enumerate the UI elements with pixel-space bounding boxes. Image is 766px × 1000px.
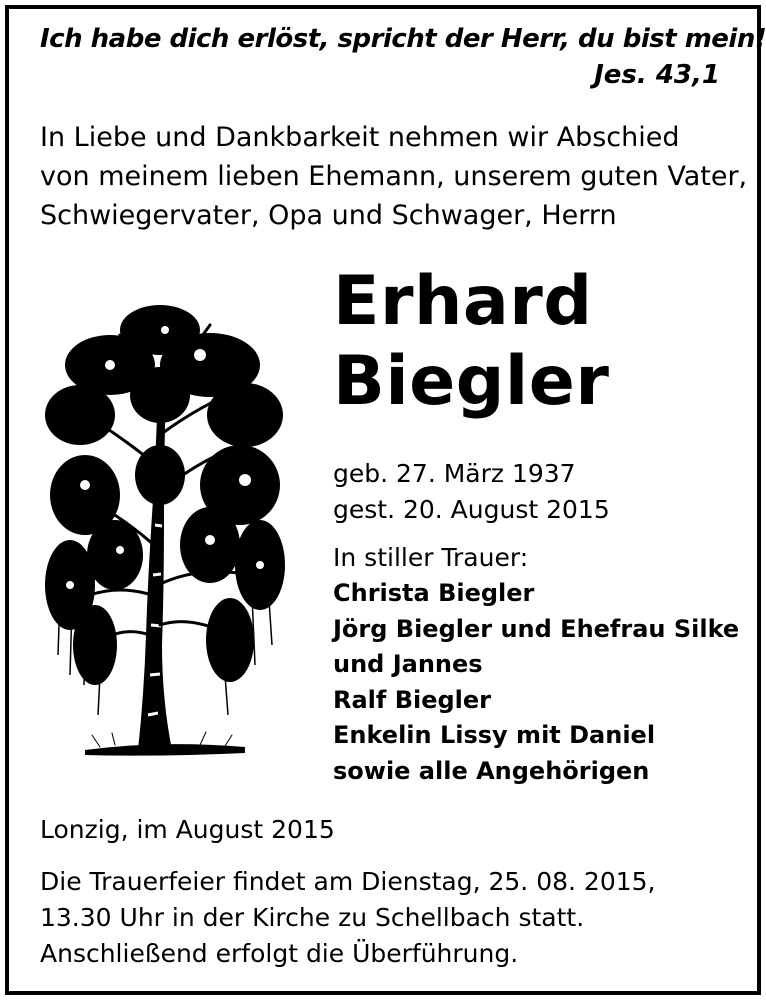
- mourner-name: Jörg Biegler und Ehefrau Silke: [333, 614, 740, 643]
- mourner-name: Ralf Biegler: [333, 685, 492, 714]
- mourner-name: Christa Biegler: [333, 579, 535, 607]
- mourner-name: sowie alle Angehörigen: [333, 756, 650, 785]
- intro-line: von meinem lieben Ehemann, unserem guten Vater,: [40, 161, 748, 192]
- birch-tree-icon: [40, 295, 290, 770]
- mourner-name: und Jannes: [333, 650, 483, 678]
- death-date: gest. 20. August 2015: [333, 495, 610, 524]
- intro-text: [40, 118, 747, 235]
- deceased-last-name: Biegler: [333, 342, 610, 421]
- birth-date: geb. 27. März 1937: [333, 459, 576, 488]
- mourner-name: Enkelin Lissy mit Daniel: [333, 721, 656, 749]
- mourners-heading: In stiller Trauer:: [333, 543, 529, 572]
- life-dates: [333, 456, 610, 528]
- funeral-line: Anschließend erfolgt die Überführung.: [40, 939, 519, 968]
- deceased-first-name: Erhard: [333, 262, 593, 341]
- funeral-info: [40, 864, 655, 972]
- mourners-list: [333, 576, 739, 789]
- funeral-line: Die Trauerfeier findet am Dienstag, 25. 08. 2015,: [40, 867, 656, 896]
- deceased-name: [333, 262, 609, 422]
- intro-line: Schwiegervater, Opa und Schwager, Herrn: [40, 200, 617, 231]
- funeral-line: 13.30 Uhr in der Kirche zu Schellbach statt.: [40, 903, 585, 932]
- bible-verse-reference: Jes. 43,1: [594, 60, 720, 90]
- place-date: Lonzig, im August 2015: [40, 815, 335, 844]
- intro-line: In Liebe und Dankbarkeit nehmen wir Abschied: [40, 122, 680, 153]
- bible-verse: Ich habe dich erlöst, spricht der Herr, du bist mein!: [40, 24, 766, 54]
